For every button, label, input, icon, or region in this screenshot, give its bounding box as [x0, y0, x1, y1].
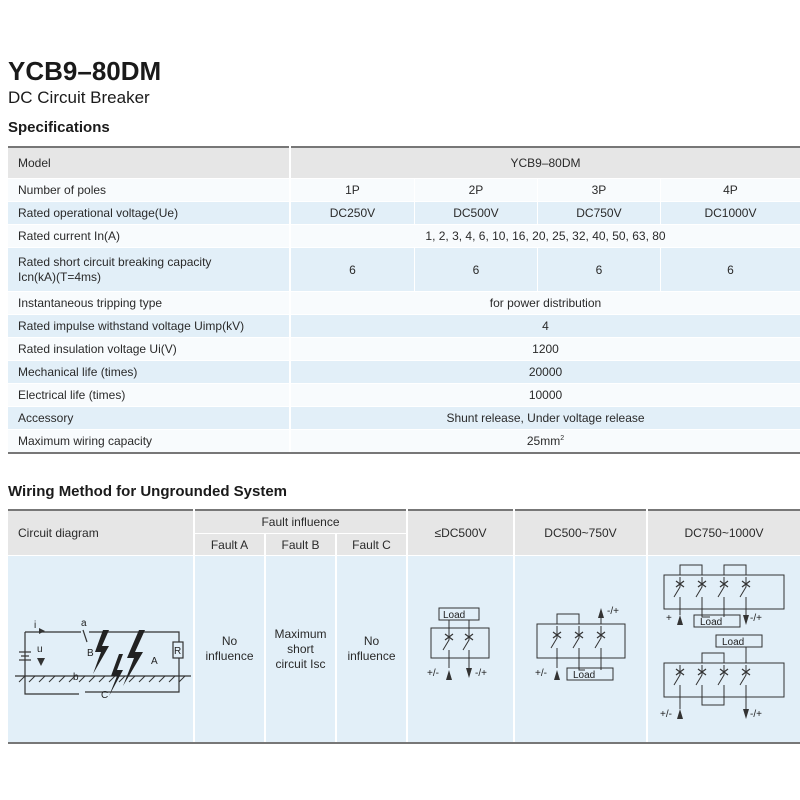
model-value: YCB9–80DM — [290, 147, 800, 179]
500-750-load-label: Load — [572, 670, 595, 681]
poles-3p: 3P — [537, 179, 660, 202]
table-row — [8, 338, 800, 361]
mech-life-label: Mechanical life (times) — [8, 361, 290, 384]
table-row — [8, 556, 800, 744]
le500-header: ≤DC500V — [407, 510, 514, 556]
750-1000-diagram-cell — [647, 556, 800, 744]
label-r: R — [173, 646, 181, 657]
750-1000-top-plus: + — [666, 613, 672, 624]
voltage-label: Rated operational voltage(Ue) — [8, 202, 290, 225]
fault-b-cell — [265, 556, 336, 744]
current-label: Rated current In(A) — [8, 225, 290, 248]
table-row — [8, 510, 800, 534]
750-1000-diagram-top — [664, 565, 784, 628]
500-750-diagram-cell — [514, 556, 647, 744]
500-750-header: DC500~750V — [514, 510, 647, 556]
table-row — [8, 315, 800, 338]
wiring-capacity-number: 25mm — [526, 434, 561, 448]
wiring-capacity-label: Maximum wiring capacity — [8, 430, 290, 454]
fault-influence-header: Fault influence — [194, 510, 407, 534]
wiring-method-table — [8, 509, 800, 744]
table-row — [8, 292, 800, 315]
accessory-label: Accessory — [8, 407, 290, 430]
fault-c-line1: No — [363, 634, 380, 648]
fault-c-line2: influence — [347, 649, 396, 663]
table-row — [8, 225, 800, 248]
elec-life-label: Electrical life (times) — [8, 384, 290, 407]
tripping-value: for power distribution — [290, 292, 800, 315]
500-750-wiring-diagram — [521, 604, 641, 694]
label-b: b — [72, 672, 79, 683]
750-1000-wiring-diagram — [650, 559, 798, 739]
wiring-method-heading: Wiring Method for Ungrounded System — [8, 483, 288, 500]
specifications-table — [8, 146, 800, 454]
impulse-label: Rated impulse withstand voltage Uimp(kV) — [8, 315, 290, 338]
breaking-label — [8, 248, 290, 292]
insulation-value: 1200 — [290, 338, 800, 361]
accessory-value: Shunt release, Under voltage release — [290, 407, 800, 430]
circuit-diagram-cell — [8, 556, 194, 744]
model-label: Model — [8, 147, 290, 179]
le500-diagram-cell — [407, 556, 514, 744]
specifications-heading: Specifications — [8, 119, 110, 136]
fault-c-cell — [336, 556, 407, 744]
fault-b-line1: Maximum — [274, 626, 327, 641]
mech-life-value: 20000 — [290, 361, 800, 384]
fault-a-line2: influence — [205, 649, 254, 663]
table-row — [8, 407, 800, 430]
le500-minus-plus: -/+ — [474, 668, 487, 679]
voltage-2p: DC500V — [414, 202, 537, 225]
breaking-2p: 6 — [414, 248, 537, 292]
breaking-label-line2: Icn(kA)(T=4ms) — [18, 269, 102, 284]
fault-b-header: Fault B — [265, 534, 336, 556]
fault-c-header: Fault C — [336, 534, 407, 556]
product-title: YCB9–80DM — [8, 56, 162, 86]
table-row — [8, 179, 800, 202]
le500-load-label: Load — [442, 610, 465, 621]
500-750-minus-plus: -/+ — [606, 606, 619, 617]
500-750-plus-minus: +/- — [534, 668, 547, 679]
table-row — [8, 384, 800, 407]
wiring-capacity-value — [290, 430, 800, 454]
elec-life-value: 10000 — [290, 384, 800, 407]
poles-1p: 1P — [290, 179, 414, 202]
750-1000-top-load-label: Load — [700, 617, 723, 628]
fault-b-line2: short — [287, 641, 314, 656]
impulse-value: 4 — [290, 315, 800, 338]
poles-4p: 4P — [660, 179, 800, 202]
fault-b-line3: circuit Isc — [275, 656, 326, 671]
circuit-diagram — [11, 594, 191, 704]
current-value: 1, 2, 3, 4, 6, 10, 16, 20, 25, 32, 40, 50, 63, 80 — [290, 225, 800, 248]
750-1000-header: DC750~1000V — [647, 510, 800, 556]
le500-wiring-diagram — [411, 604, 511, 694]
fault-a-line1: No — [221, 634, 238, 648]
poles-2p: 2P — [414, 179, 537, 202]
insulation-label: Rated insulation voltage Ui(V) — [8, 338, 290, 361]
750-1000-top-minus-plus: -/+ — [750, 613, 762, 624]
breaking-4p: 6 — [660, 248, 800, 292]
ground-hatching — [19, 676, 185, 682]
table-row — [8, 202, 800, 225]
voltage-1p: DC250V — [290, 202, 414, 225]
breaking-3p: 6 — [537, 248, 660, 292]
label-fault-b: B — [86, 648, 94, 659]
circuit-diagram-header: Circuit diagram — [8, 510, 194, 556]
750-1000-bottom-load-label: Load — [722, 637, 745, 648]
table-row — [8, 147, 800, 179]
label-i: i — [33, 620, 36, 631]
label-fault-a: A — [150, 656, 158, 667]
label-a: a — [80, 618, 87, 629]
table-row — [8, 361, 800, 384]
breaking-label-line1: Rated short circuit breaking capacity — [18, 254, 212, 269]
le500-plus-minus: +/- — [426, 668, 439, 679]
750-1000-bottom-minus-plus: -/+ — [750, 709, 762, 720]
product-subtitle: DC Circuit Breaker — [8, 88, 150, 107]
voltage-3p: DC750V — [537, 202, 660, 225]
poles-label: Number of poles — [8, 179, 290, 202]
lightning-icons — [93, 630, 145, 696]
tripping-label: Instantaneous tripping type — [8, 292, 290, 315]
breaking-1p: 6 — [290, 248, 414, 292]
table-row — [8, 430, 800, 454]
label-u: u — [36, 644, 43, 655]
voltage-4p: DC1000V — [660, 202, 800, 225]
fault-a-header: Fault A — [194, 534, 265, 556]
wiring-capacity-superscript: 2 — [560, 435, 565, 442]
label-fault-c: C — [100, 690, 108, 701]
fault-a-cell — [194, 556, 265, 744]
table-row — [8, 248, 800, 292]
750-1000-diagram-bottom — [660, 635, 784, 720]
750-1000-bottom-plus-minus: +/- — [660, 709, 672, 720]
